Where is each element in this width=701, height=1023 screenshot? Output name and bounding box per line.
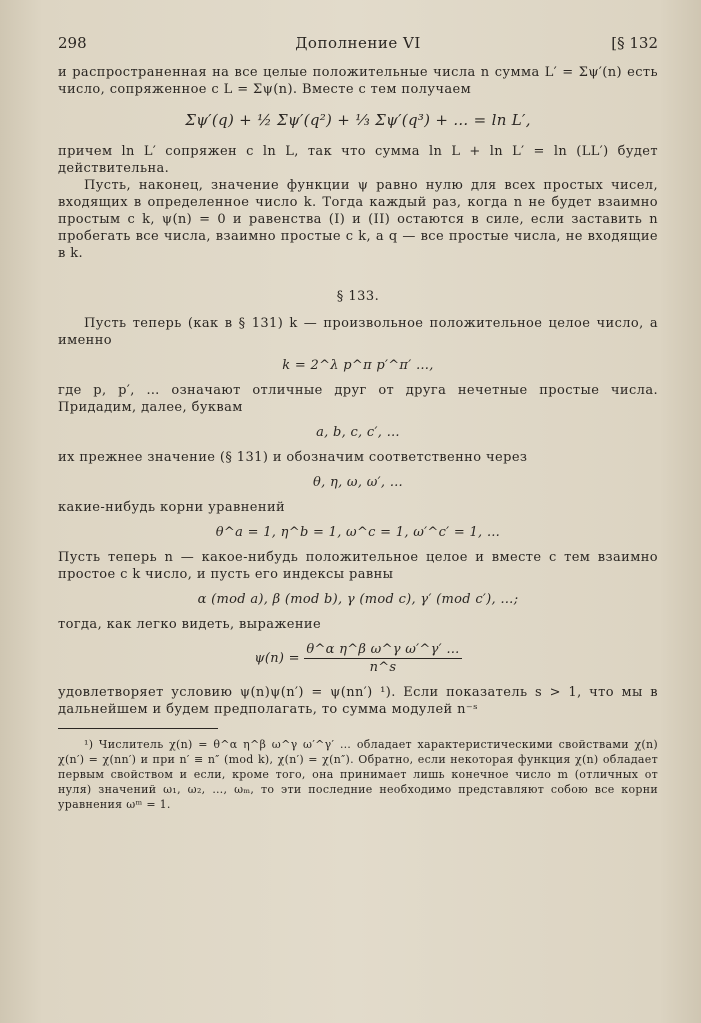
- fraction-denominator: n^s: [369, 660, 397, 675]
- formula-indices: α (mod a), β (mod b), γ (mod c), γ′ (mod c′), …;: [197, 592, 519, 607]
- paragraph: где p, p′, … означают отличные друг от друга нечетные простые числа. Придадим, далее, буквам: [58, 383, 658, 415]
- paragraph: Пусть, наконец, значение функции ψ равно нулю для всех простых чисел, входящих в определенное число k. Тогда каждый раз, когда n не будет взаимно простым с k, ψ(n) = 0 и равенства (I) и (II) остаются в силе, если заставить n пробегать все числа, взаимно простые с k, а q — все простые числа, не входящие в k.: [58, 178, 658, 261]
- paragraph: какие-нибудь корни уравнений: [58, 500, 286, 515]
- fraction: [304, 641, 461, 676]
- paragraph: и распространенная на все целые положительные числа n сумма L′ = Σψ′(n) есть число, сопряженное с L = Σψ(n). Вместе с тем получаем: [58, 65, 658, 97]
- formula-psi: [58, 641, 658, 676]
- section-reference: [§ 132: [611, 34, 658, 52]
- running-header: [58, 34, 658, 56]
- formula-equations: θ^a = 1, η^b = 1, ω^c = 1, ω′^c′ = 1, …: [215, 525, 501, 540]
- fraction-numerator: θ^α η^β ω^γ ω′^γ′ …: [306, 642, 460, 657]
- page-number: 298: [58, 34, 87, 52]
- formula-sum-series: Σψ′(q) + ½ Σψ′(q²) + ⅓ Σψ′(q³) + … = ln L′,: [185, 111, 531, 129]
- paragraph: Пусть теперь n — какое-нибудь положительное целое и вместе с тем взаимно простое с k число, и пусть его индексы равны: [58, 550, 658, 582]
- paragraph: их прежнее значение (§ 131) и обозначим соответственно через: [58, 450, 528, 465]
- formula-psi-lhs: ψ(n) =: [254, 651, 300, 666]
- chapter-title: Дополнение VI: [295, 34, 421, 52]
- paragraph: причем ln L′ сопряжен с ln L, так что сумма ln L + ln L′ = ln (LL′) будет действительна.: [58, 144, 658, 176]
- paragraph: удовлетворяет условию ψ(n)ψ(n′) = ψ(nn′) ¹). Если показатель s > 1, что мы в дальнейшем и будем предполагать, то сумма модулей n⁻ˢ: [58, 685, 658, 717]
- formula-k-decomposition: k = 2^λ p^π p′^π′ …,: [282, 358, 434, 373]
- formula-roots: θ, η, ω, ω′, …: [312, 475, 404, 490]
- paragraph: тогда, как легко видеть, выражение: [58, 617, 322, 632]
- paragraph: Пусть теперь (как в § 131) k — произвольное положительное целое число, а именно: [58, 316, 658, 348]
- section-title: § 133.: [336, 289, 380, 304]
- footnote: ¹) Числитель χ(n) = θ^α η^β ω^γ ω′^γ′ … обладает характеристическими свойствами χ(n) χ(n′) = χ(nn′) и при n′ ≡ n″ (mod k), χ(n′) = χ(n″). Обратно, если некоторая функция χ(n) обладает первым свойством и если, кроме того, она принимает лишь конечное число m (отличных от нуля) значений ω₁, ω₂, …, ωₘ, то эти последние необходимо представляют собою все корни уравнения ωᵐ = 1.: [58, 738, 658, 811]
- footnote-rule: [58, 728, 218, 729]
- formula-letters: a, b, c, c′, …: [316, 425, 400, 440]
- page-body: [58, 64, 658, 812]
